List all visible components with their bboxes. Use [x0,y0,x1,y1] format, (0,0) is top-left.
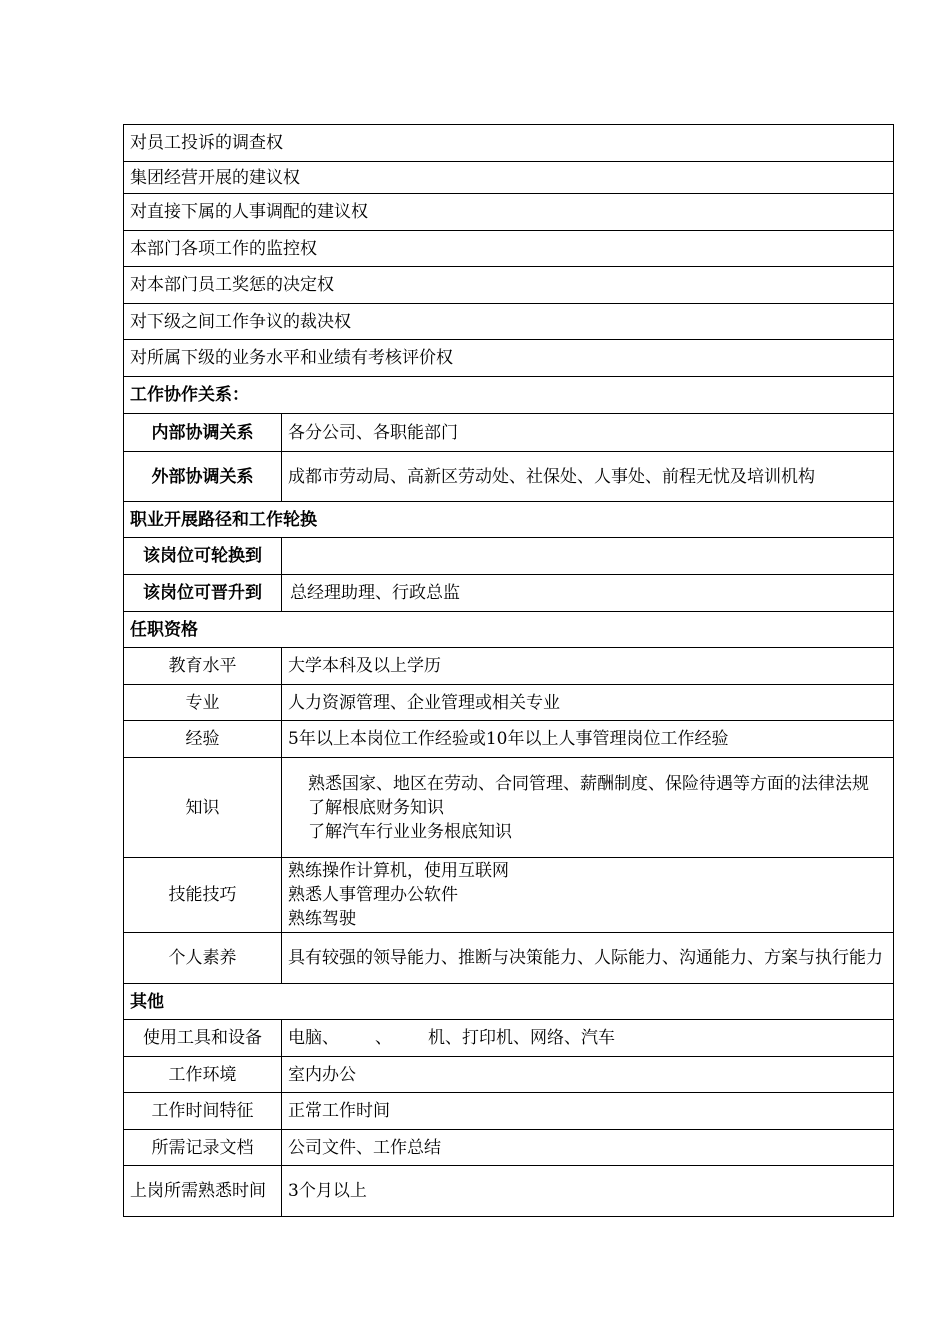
knowledge-line: 熟悉国家、地区在劳动、合同管理、薪酬制度、保险待遇等方面的法律法规 [308,773,869,794]
section-title-other: 其他 [124,984,894,1020]
section-title-qualification: 任职资格 [124,612,894,648]
tools-text: 、 [375,1028,392,1048]
personal-quality-value: 具有较强的领导能力、推断与决策能力、人际能力、沟通能力、方案与执行能力 [282,933,894,984]
section-title-career: 职业开展路径和工作轮换 [124,502,894,538]
internal-coordination-label: 内部协调关系 [124,414,282,452]
familiarization-value: 3个月以上 [282,1166,894,1217]
documents-value: 公司文件、工作总结 [282,1130,894,1166]
knowledge-line: 了解根底财务知识 [308,797,444,818]
experience-value: 5年以上本岗位工作经验或10年以上人事管理岗位工作经验 [282,721,894,758]
education-value: 大学本科及以上学历 [282,648,894,685]
promotion-label: 该岗位可晋升到 [124,575,282,612]
internal-coordination-value: 各分公司、各职能部门 [282,414,894,452]
work-environment-value: 室内办公 [282,1057,894,1093]
work-time-value: 正常工作时间 [282,1093,894,1130]
tools-text: 机、打印机、网络、汽车 [428,1028,615,1048]
tools-label: 使用工具和设备 [124,1020,282,1057]
personal-quality-label: 个人素养 [124,933,282,984]
skills-line: 熟悉人事管理办公软件 [288,885,458,905]
skills-line: 熟练驾驶 [288,909,356,929]
section-title-cooperation: 工作协作关系： [124,377,894,414]
right-row: 对所属下级的业务水平和业绩有考核评价权 [124,340,894,377]
knowledge-label: 知识 [124,758,282,858]
promotion-value: 总经理助理、行政总监 [282,575,894,612]
education-label: 教育水平 [124,648,282,685]
skills-value [282,858,894,933]
job-description-table [123,124,894,1217]
rotation-label: 该岗位可轮换到 [124,538,282,575]
rotation-value [282,538,894,575]
tools-value [282,1020,894,1057]
major-label: 专业 [124,685,282,721]
skills-label: 技能技巧 [124,858,282,933]
right-row: 集团经营开展的建议权 [124,162,894,194]
right-row: 对本部门员工奖惩的决定权 [124,267,894,304]
familiarization-label: 上岗所需熟悉时间 [124,1166,282,1217]
external-coordination-value: 成都市劳动局、高新区劳动处、社保处、人事处、前程无忧及培训机构 [282,452,894,502]
experience-label: 经验 [124,721,282,758]
right-row: 对直接下属的人事调配的建议权 [124,194,894,231]
work-time-label: 工作时间特征 [124,1093,282,1130]
right-row: 对员工投诉的调查权 [124,125,894,162]
right-row: 对下级之间工作争议的裁决权 [124,304,894,340]
work-environment-label: 工作环境 [124,1057,282,1093]
tools-text: 电脑、 [288,1028,339,1048]
skills-line: 熟练操作计算机，使用互联网 [288,861,509,881]
documents-label: 所需记录文档 [124,1130,282,1166]
right-row: 本部门各项工作的监控权 [124,231,894,267]
knowledge-line: 了解汽车行业业务根底知识 [308,821,512,842]
external-coordination-label: 外部协调关系 [124,452,282,502]
major-value: 人力资源管理、企业管理或相关专业 [282,685,894,721]
knowledge-value [282,758,894,858]
